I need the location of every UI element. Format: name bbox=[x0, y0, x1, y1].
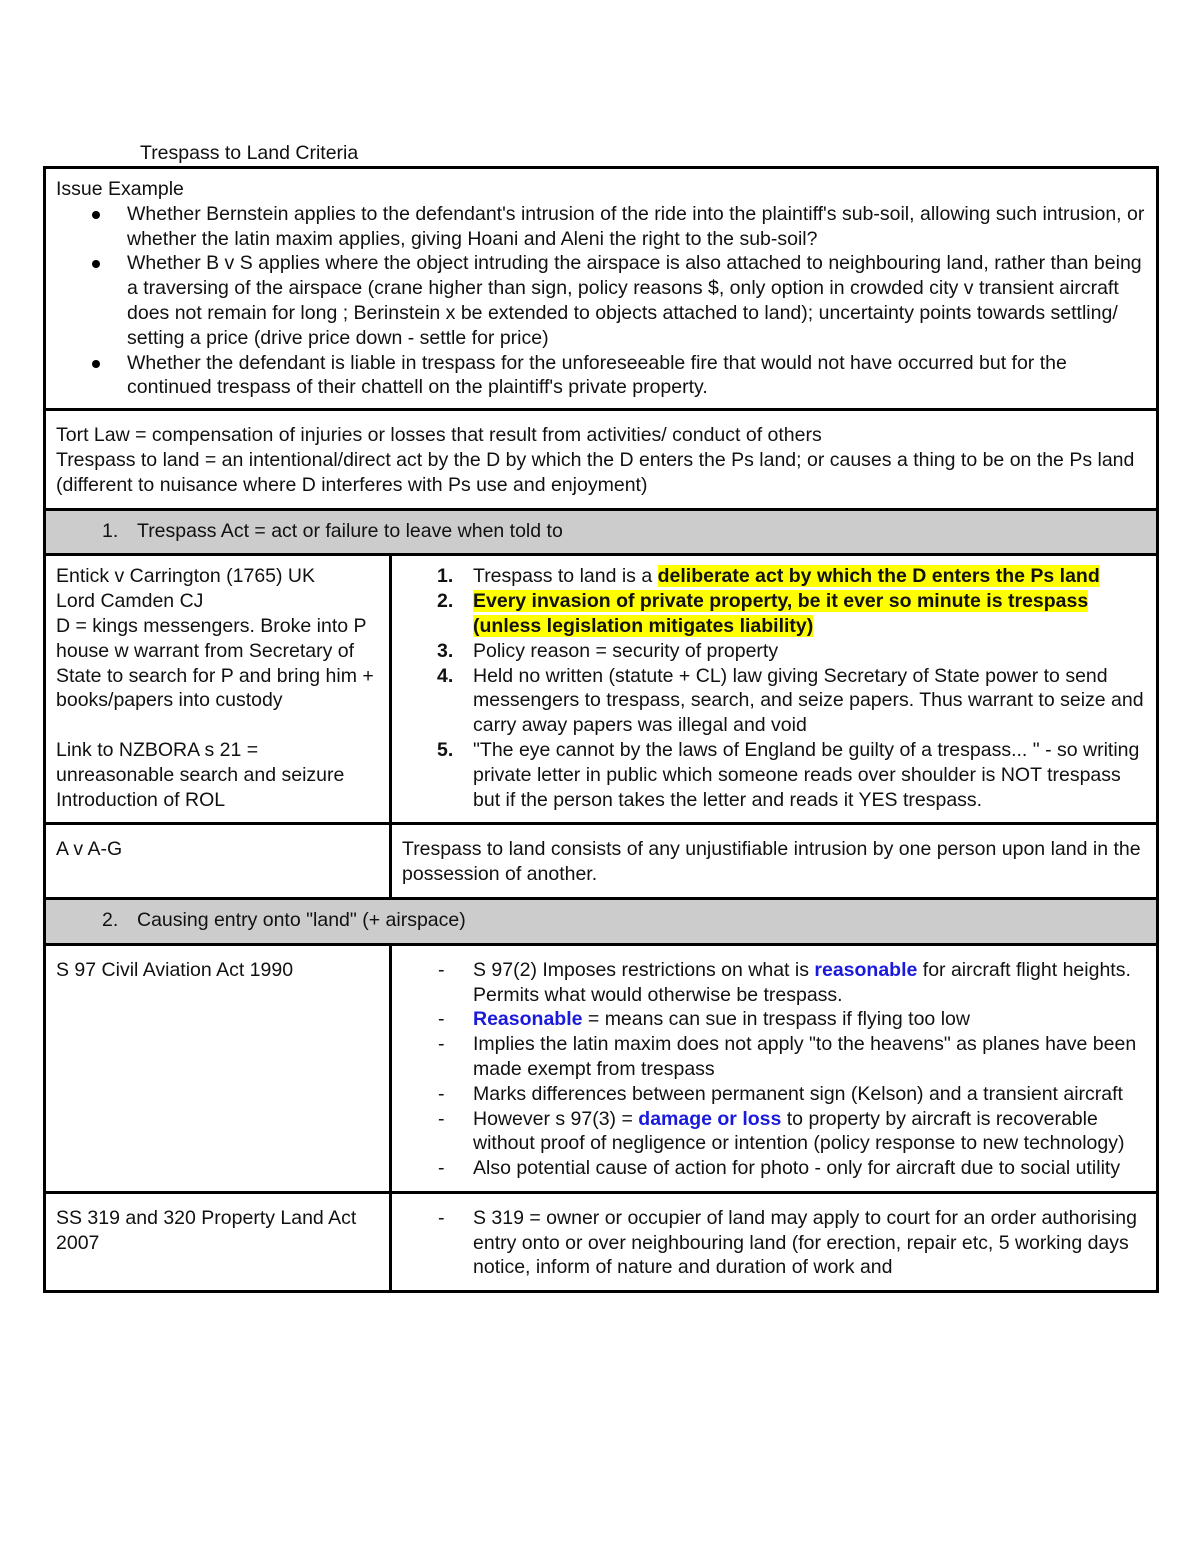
list-item: - Implies the latin maxim does not apply "to the heavens" as planes have been made exempt from trespass bbox=[438, 1033, 1137, 1080]
issue-bullet: Whether Bernstein applies to the defendant's intrusion of the ride into the plaintiff's sub-soil, allowing such intrusion, or whether the latin maxim applies, giving Hoani and Aleni the right to the sub-soil? bbox=[56, 202, 1146, 252]
issue-bullet-list bbox=[56, 202, 1146, 400]
issue-row bbox=[45, 168, 1158, 410]
entick-points-list bbox=[402, 564, 1150, 812]
issue-bullet: Whether the defendant is liable in trespass for the unforeseeable fire that would not have occurred but for the continued trespass of their chattell on the plaintiff's private property. bbox=[56, 351, 1146, 401]
page-title: Trespass to Land Criteria bbox=[140, 142, 359, 164]
entick-case-cell bbox=[45, 555, 391, 824]
section-label: Trespass Act = act or failure to leave when told to bbox=[137, 519, 563, 542]
entick-points-cell bbox=[391, 555, 1158, 824]
issue-cell bbox=[45, 168, 1158, 410]
property-act-points-cell bbox=[391, 1192, 1158, 1291]
list-item: - However s 97(3) = damage or loss to property by aircraft is recoverable without proof of negligence or intention (policy response to new technology) bbox=[438, 1107, 1125, 1155]
list-item: 5. "The eye cannot by the laws of England be guilty of a trespass... " - so writing private letter in public which someone reads over shoulder is NOT trespass but if the person takes the letter and reads it YES trespass. bbox=[437, 738, 1140, 811]
list-item: - Reasonable = means can sue in trespass if flying too low bbox=[438, 1008, 970, 1031]
highlighted-text: Every invasion of private property, be it ever so minute is trespass (unless legislation mitigates liability) bbox=[473, 590, 1089, 637]
section-number: 2. bbox=[102, 908, 119, 931]
list-item: 3. Policy reason = security of property bbox=[437, 639, 779, 662]
definitions-row bbox=[45, 410, 1158, 509]
section-2-header-row bbox=[45, 898, 1158, 944]
section-1-header-row bbox=[45, 509, 1158, 555]
case-name: Entick v Carrington (1765) UK bbox=[56, 565, 316, 588]
property-act-list bbox=[402, 1206, 1146, 1280]
bullet-icon bbox=[92, 260, 100, 268]
section-number: 1. bbox=[102, 519, 119, 542]
criteria-table bbox=[43, 166, 1159, 1293]
avag-case-cell: A v A-G bbox=[45, 824, 391, 899]
bullet-icon bbox=[92, 211, 100, 219]
list-item: - Also potential cause of action for photo - only for aircraft due to social utility bbox=[438, 1157, 1121, 1180]
civil-aviation-list bbox=[402, 958, 1146, 1181]
judge-name: Lord Camden CJ bbox=[56, 590, 204, 613]
list-item: 4. Held no written (statute + CL) law giving Secretary of State power to send messengers to trespass, search, and seize papers. Thus warrant to seize and carry away papers was illegal and void bbox=[437, 664, 1144, 737]
section-1-header bbox=[45, 509, 1158, 555]
entick-row bbox=[45, 555, 1158, 824]
tort-law-definition: Tort Law = compensation of injuries or losses that result from activities/ conduct of others bbox=[56, 424, 822, 447]
section-label: Causing entry onto "land" (+ airspace) bbox=[137, 908, 466, 931]
civil-aviation-row bbox=[45, 944, 1158, 1192]
list-item: 1. Trespass to land is a deliberate act by which the D enters the Ps land bbox=[437, 565, 1100, 588]
civil-aviation-points-cell bbox=[391, 944, 1158, 1192]
list-item: - S 319 = owner or occupier of land may apply to court for an order authorising entry onto or over neighbouring land (for erection, repair etc, 5 working days notice, inform of nature and duration of work and bbox=[438, 1206, 1137, 1279]
trespass-definition: Trespass to land = an intentional/direct act by the D by which the D enters the Ps land; or causes a thing to be on the Ps land (different to nuisance where D interferes with Ps use and enjoyment) bbox=[56, 448, 1135, 496]
avag-text-cell: Trespass to land consists of any unjustifiable intrusion by one person upon land in the possession of another. bbox=[391, 824, 1158, 899]
list-item: - Marks differences between permanent sign (Kelson) and a transient aircraft bbox=[438, 1082, 1123, 1105]
bullet-icon bbox=[92, 360, 100, 368]
issue-bullet: Whether B v S applies where the object intruding the airspace is also attached to neighbouring land, rather than being a traversing of the airspace (crane higher than sign, policy reasons $, only option in crowded city v transient aircraft does not remain for long ; Berinstein x be extended to objects attached to land); uncertainty points towards settling/ setting a price (drive price down - settle for price) bbox=[56, 251, 1146, 350]
definitions-cell bbox=[45, 410, 1158, 509]
section-2-header bbox=[45, 898, 1158, 944]
case-facts: D = kings messengers. Broke into P house w warrant from Secretary of State to search for P and bring him + books/papers into custody bbox=[56, 614, 374, 712]
issue-heading: Issue Example bbox=[56, 178, 184, 200]
civil-aviation-case-cell: S 97 Civil Aviation Act 1990 bbox=[45, 944, 391, 1192]
nzbora-link: Link to NZBORA s 21 = unreasonable search and seizure bbox=[56, 738, 345, 786]
list-item: - S 97(2) Imposes restrictions on what is reasonable for aircraft flight heights. Permits what would otherwise be trespass. bbox=[438, 958, 1131, 1006]
property-act-row bbox=[45, 1192, 1158, 1291]
highlighted-text: deliberate act by which the D enters the Ps land bbox=[657, 565, 1100, 588]
property-act-case-cell: SS 319 and 320 Property Land Act 2007 bbox=[45, 1192, 391, 1291]
list-item: 2. Every invasion of private property, be it ever so minute is trespass (unless legislation mitigates liability) bbox=[437, 590, 1089, 637]
avag-row bbox=[45, 824, 1158, 899]
rol-note: Introduction of ROL bbox=[56, 788, 226, 811]
